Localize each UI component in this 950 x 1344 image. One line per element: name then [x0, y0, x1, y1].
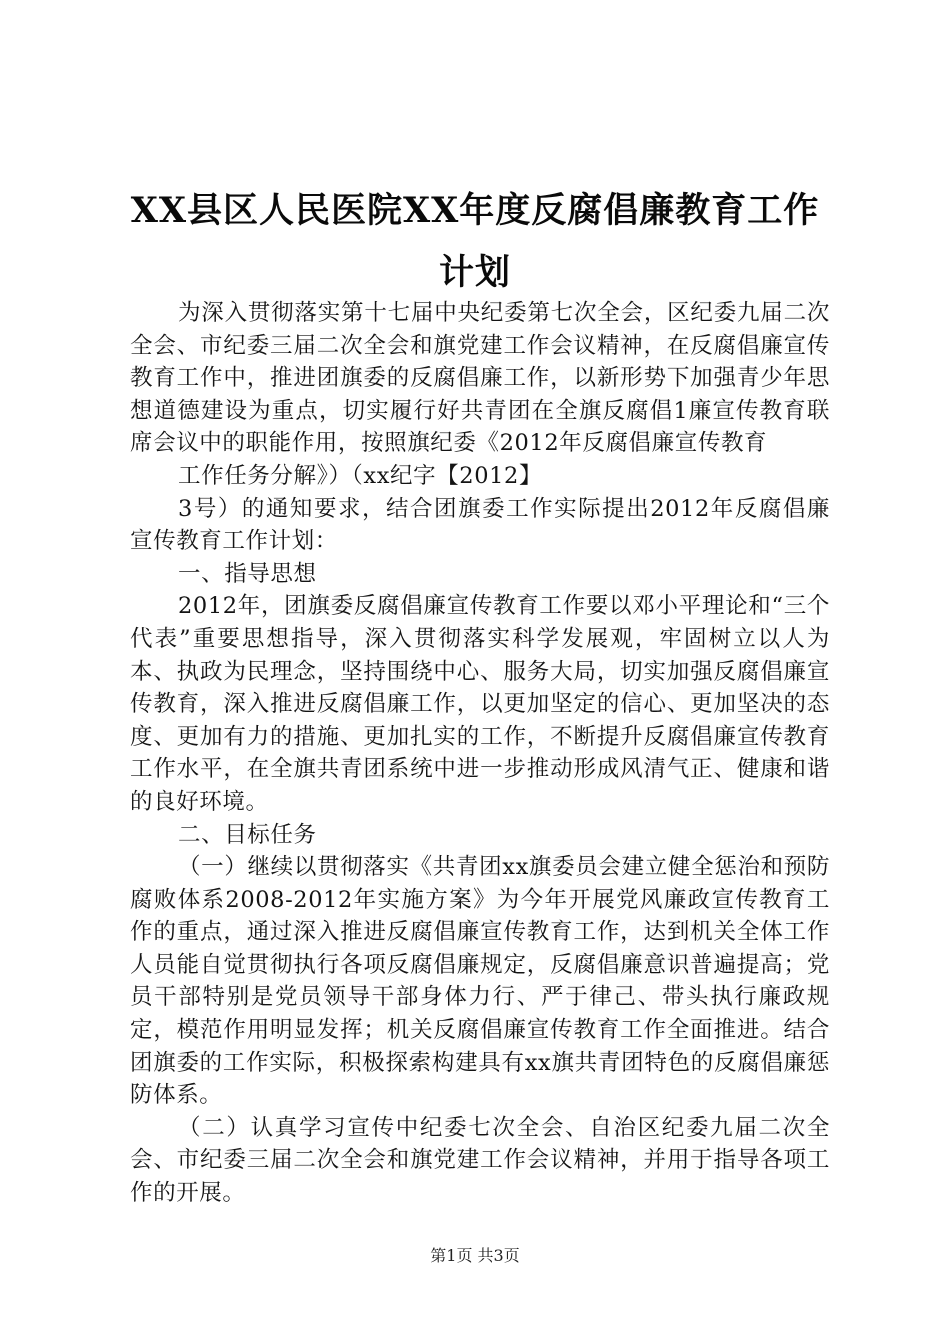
heading-goals-tasks: 二、目标任务 — [178, 821, 317, 848]
document-body — [130, 297, 830, 1210]
paragraph-notice-requirement: 3号）的通知要求，结合团旗委工作实际提出2012年反腐倡廉宣传教育工作计划： — [130, 495, 830, 555]
paragraph-guiding-ideology: 2012年，团旗委反腐倡廉宣传教育工作要以邓小平理论和“三个代表”重要思想指导，深入贯彻落实科学发展观，牢固树立以人为本、执政为民理念，坚持围绕中心、服务大局，切实加强反腐倡廉宣传教育，深入推进反腐倡廉工作，以更加坚定的信心、更加坚决的态度、更加有力的措施、更加扎实的工作，不断提升反腐倡廉宣传教育工作水平，在全旗共青团系统中进一步推动形成风清气正、健康和谐的良好环境。 — [130, 593, 830, 815]
paragraph-goal-one: （一）继续以贯彻落实《共青团xx旗委员会建立健全惩治和预防腐败体系2008-2012年实施方案》为今年开展党风廉政宣传教育工作的重点，通过深入推进反腐倡廉宣传教育工作，达到机关全体工作人员能自觉贯彻执行各项反腐倡廉规定，反腐倡廉意识普遍提高；党员干部特别是党员领导干部身体力行、严于律己、带头执行廉政规定，模范作用明显发挥；机关反腐倡廉宣传教育工作全面推进。结合团旗委的工作实际，积极探索构建具有xx旗共青团特色的反腐倡廉惩防体系。 — [130, 854, 830, 1109]
document-title: XX县区人民医院XX年度反腐倡廉教育工作计划 — [130, 190, 820, 293]
page-number-footer: 第1页 共3页 — [430, 1246, 520, 1265]
paragraph-intro: 为深入贯彻落实第十七届中央纪委第七次全会，区纪委九届二次全会、市纪委三届二次全会和旗党建工作会议精神，在反腐倡廉宣传教育工作中，推进团旗委的反腐倡廉工作，以新形势下加强青少年思想道德建设为重点，切实履行好共青团在全旗反腐倡1廉宣传教育联席会议中的职能作用，按照旗纪委《2012年反腐倡廉宣传教育 — [130, 300, 830, 457]
heading-guiding-ideology: 一、指导思想 — [178, 560, 317, 587]
paragraph-goal-two: （二）认真学习宣传中纪委七次全会、自治区纪委九届二次全会、市纪委三届二次全会和旗党建工作会议精神，并用于指导各项工作的开展。 — [130, 1114, 830, 1207]
paragraph-task-breakdown: 工作任务分解》）（xx纪字【2012】 — [178, 462, 543, 489]
